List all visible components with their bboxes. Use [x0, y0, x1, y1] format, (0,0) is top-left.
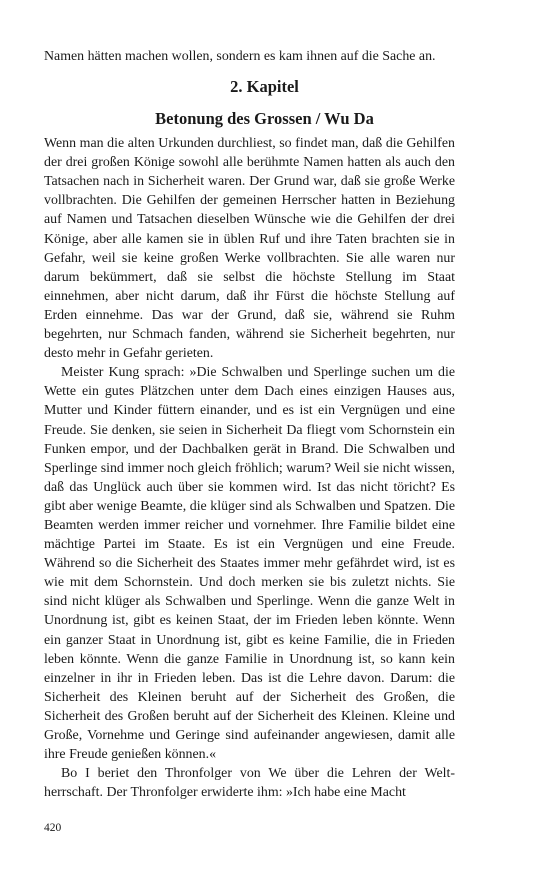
paragraph-1: Wenn man die alten Urkunden durchliest, so findet man, daß die Gehilfen der drei großen Könige sowohl alle berühmte Namen hatten als auch den Tatsachen nach in Sicherheit waren. Der Grund war, daß sie große Werke vollbrachten. Die Gehilfen der gemeinen Herrscher hatten in Beziehung auf Namen und Tatsachen dieselben Wünsche wie die Gehilfen der drei Könige, aber alle kamen sie in üblen Ruf und ihre Taten brachten sie in Gefahr, weil sie keine großen Werke vollbrachten. Sie alle waren nur darum bekümmert, daß sie selbst die höchste Stellung im Staat einnehmen, aber nicht darum, daß ihr Fürst die höchste Stellung auf Erden einnehme. Das war der Grund, daß sie, während sie Ruhm begehrten, nur Schmach fanden, während sie Sicherheit begehrten, nur desto mehr in Gefahr gerieten. [44, 136, 455, 362]
opening-paragraph: Namen hätten machen wollen, sondern es kam ihnen auf die Sache an. [44, 49, 436, 64]
chapter-title: Betonung des Grossen / Wu Da [155, 109, 374, 129]
paragraph-3: Bo I beriet den Thronfolger von We über die Lehren der Weltherrschaft. Der Thronfolger erwiderte ihm: »Ich habe eine Macht [44, 766, 455, 801]
paragraph-2: Meister Kung sprach: »Die Schwalben und Sperlinge suchen um die Wette ein gutes Plätzchen unter dem Dach eines einzigen Hauses aus, Mutter und Kinder füttern einander, und es ist ein Vergnügen und eine Freude. Sie denken, sie seien in Sicherheit Da fliegt vom Schornstein ein Funken empor, und der Dachbalken gerät in Brand. Die Schwalben und Sperlinge sind immer noch gleich fröhlich; warum? Weil sie nicht wissen, daß das Unglück auch über sie kommen wird. Ist das nicht töricht? Es gibt aber wenige Beamte, die klüger sind als Schwalben und Spatzen. Die Beamten werden immer reicher und vornehmer. Ihre Familie bildet eine mächtige Partei im Staate. Es ist ein Vergnügen und eine Freude. Während so die Sicherheit des Staates immer mehr gefährdet wird, ist es wie mit dem Schornstein. Und doch merken sie bis zuletzt nichts. Sie sind nicht klüger als Schwalben und Sperlinge. Wenn die ganze Welt in Unordnung ist, gibt es keinen Staat, der im Frieden leben könnte. Wenn ein ganzer Staat in Unordnung ist, gibt es keine Familie, die in Frieden leben könnte. Wenn die ganze Familie in Unordnung ist, so kann kein einzelner in ihr in Frieden leben. Das ist die Lehre davon. Darum: die Sicherheit des Kleinen beruht auf der Sicherheit des Großen, die Sicherheit des Großen beruht auf der Sicherheit des Kleinen. Kleine und Große, Vornehme und Geringe sind aufeinander angewiesen, damit alle ihre Freude genießen können.« [44, 365, 456, 763]
book-page [44, 47, 455, 802]
chapter-heading: 2. Kapitel [230, 77, 299, 97]
page-number: 420 [44, 822, 62, 834]
